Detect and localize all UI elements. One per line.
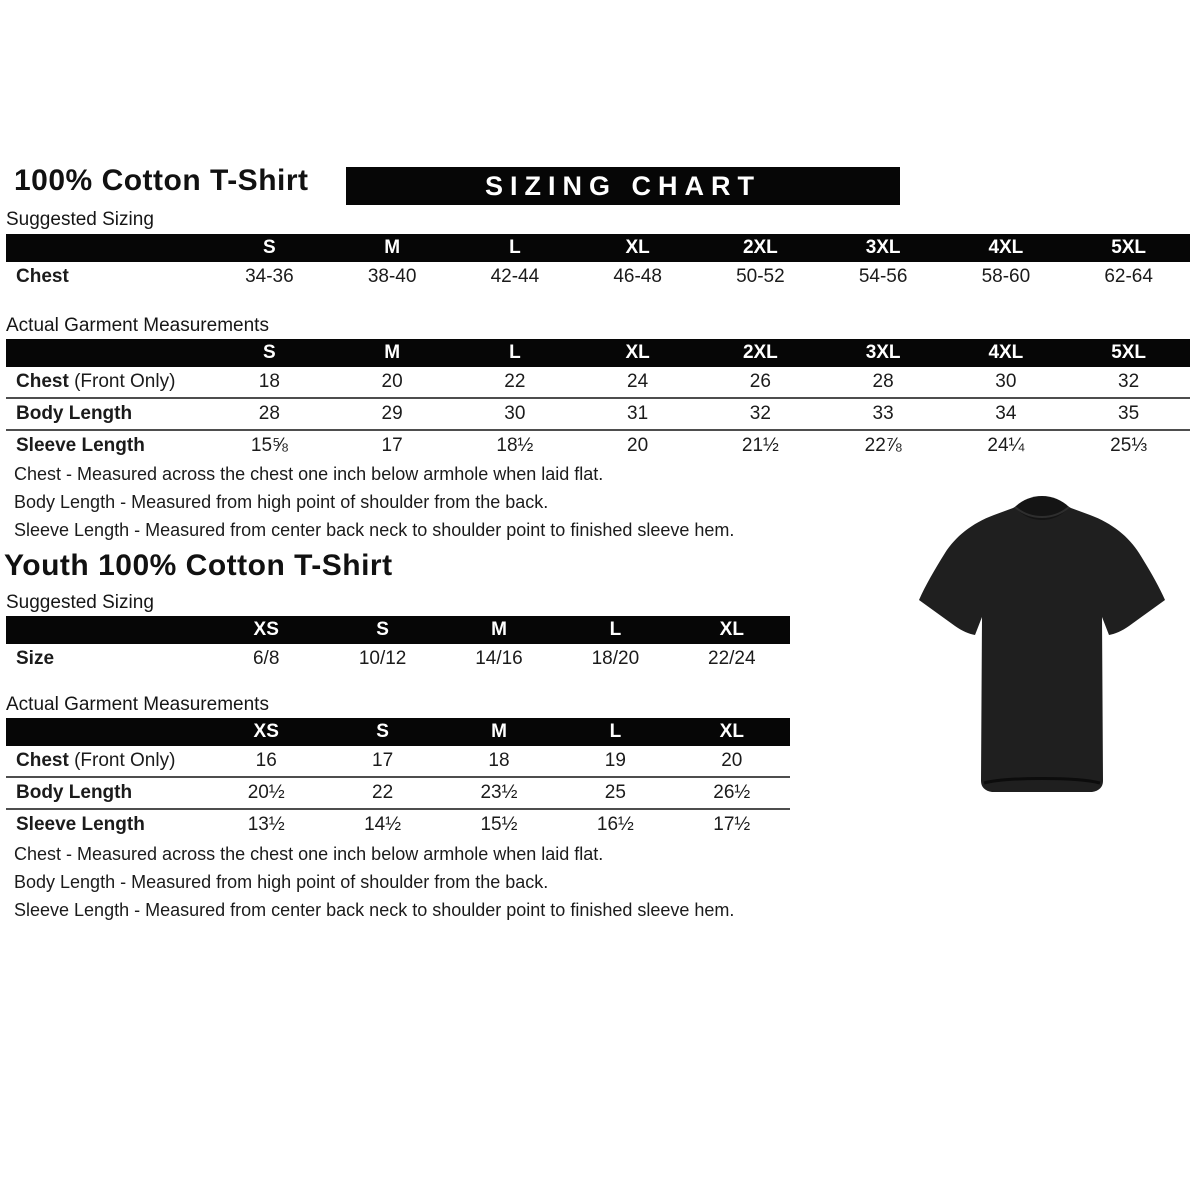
size-value-cell: 30 [995, 371, 1017, 392]
table-row [6, 809, 790, 840]
adult-suggested-sizing-label: Suggested Sizing [6, 209, 154, 230]
size-value-cell: 6/8 [252, 648, 280, 669]
row-label: Chest (Front Only) [16, 750, 176, 771]
size-column-header: M [441, 616, 557, 644]
size-column-header: M [331, 234, 454, 262]
size-value-cell: 46-48 [613, 266, 662, 287]
size-table [6, 339, 1190, 461]
size-value-cell: 35 [1067, 398, 1190, 430]
youth-measurements-table [6, 718, 790, 840]
size-value-cell: 28 [872, 371, 894, 392]
size-value-cell: 26½ [674, 777, 790, 809]
row-label: Body Length [6, 398, 208, 430]
size-value-cell: 16 [255, 750, 277, 771]
size-column-header: L [557, 718, 673, 746]
size-value-cell: 32 [699, 398, 822, 430]
size-value-cell: 30 [454, 398, 577, 430]
size-column-header: S [324, 616, 440, 644]
size-value-cell: 16½ [557, 809, 673, 840]
size-value-cell: 34-36 [245, 266, 294, 287]
size-value-cell: 21½ [699, 430, 822, 461]
size-value-cell: 18 [258, 371, 280, 392]
size-value-cell: 24¼ [945, 430, 1068, 461]
sizing-chart-banner [346, 167, 900, 205]
measurement-note: Body Length - Measured from high point of shoulder from the back. [14, 872, 549, 892]
row-label: Sleeve Length [6, 430, 208, 461]
size-column-header: S [324, 718, 440, 746]
size-column-header: XL [576, 339, 699, 367]
size-column-header: 2XL [699, 234, 822, 262]
row-label: Size [16, 648, 55, 669]
row-label: Chest (Front Only) [16, 371, 176, 392]
size-column-header: XS [208, 616, 324, 644]
size-value-cell: 28 [208, 398, 331, 430]
size-value-cell: 22/24 [708, 648, 756, 669]
table-corner-cell [6, 616, 208, 644]
size-value-cell: 18/20 [591, 648, 640, 669]
size-value-cell: 20 [721, 750, 743, 771]
size-value-cell: 18½ [454, 430, 577, 461]
size-column-header: S [208, 339, 331, 367]
size-column-header: XL [576, 234, 699, 262]
table-corner-cell [6, 339, 208, 367]
table-row [6, 746, 790, 777]
row-label: Body Length [6, 777, 208, 809]
size-column-header: XS [208, 718, 324, 746]
sizing-chart-banner-label: SIZING CHART [485, 170, 761, 201]
size-table [6, 234, 1190, 292]
row-label: Chest [16, 266, 69, 287]
size-column-header: 3XL [822, 339, 945, 367]
size-value-cell: 54-56 [858, 266, 908, 287]
size-table [6, 616, 790, 674]
size-value-cell: 17 [331, 430, 454, 461]
size-column-header: 5XL [1067, 234, 1190, 262]
measurement-note: Chest - Measured across the chest one inch below armhole when laid flat. [14, 464, 604, 484]
size-value-cell: 19 [604, 750, 626, 771]
size-value-cell: 13½ [208, 809, 324, 840]
size-column-header: L [557, 616, 673, 644]
size-value-cell: 58-60 [981, 266, 1031, 287]
size-value-cell: 20 [381, 371, 403, 392]
size-value-cell: 42-44 [490, 266, 540, 287]
table-corner-cell [6, 234, 208, 262]
size-value-cell: 20 [576, 430, 699, 461]
size-value-cell: 22⅞ [822, 430, 945, 461]
row-label: Sleeve Length [6, 809, 208, 840]
table-row [6, 262, 1190, 292]
tshirt-product-image [892, 483, 1192, 813]
size-value-cell: 22 [504, 371, 526, 392]
size-value-cell: 62-64 [1104, 266, 1153, 287]
size-value-cell: 20½ [208, 777, 324, 809]
measurement-note: Sleeve Length - Measured from center back neck to shoulder point to finished sleeve hem. [14, 900, 735, 920]
measurement-note: Body Length - Measured from high point of shoulder from the back. [14, 492, 549, 512]
size-value-cell: 14½ [324, 809, 440, 840]
size-value-cell: 26 [749, 371, 771, 392]
measurement-note: Sleeve Length - Measured from center back neck to shoulder point to finished sleeve hem. [14, 520, 735, 540]
size-value-cell: 18 [488, 750, 510, 771]
size-value-cell: 29 [331, 398, 454, 430]
size-value-cell: 50-52 [736, 266, 785, 287]
size-column-header: M [331, 339, 454, 367]
size-column-header: M [441, 718, 557, 746]
page-title: 100% Cotton T-Shirt [14, 164, 309, 197]
size-table [6, 718, 790, 840]
adult-suggested-table [6, 234, 1190, 292]
black-tshirt-graphic [892, 483, 1192, 813]
size-value-cell: 24 [627, 371, 649, 392]
size-column-header: L [454, 234, 577, 262]
size-column-header: 3XL [822, 234, 945, 262]
table-corner-cell [6, 718, 208, 746]
size-value-cell: 25 [557, 777, 673, 809]
size-value-cell: 25⅓ [1067, 430, 1190, 461]
size-column-header: 4XL [945, 234, 1068, 262]
youth-measurements-label: Actual Garment Measurements [6, 694, 269, 715]
table-row [6, 398, 1190, 430]
size-value-cell: 17 [372, 750, 394, 771]
size-column-header: 2XL [699, 339, 822, 367]
size-value-cell: 38-40 [367, 266, 417, 287]
size-column-header: 4XL [945, 339, 1068, 367]
size-value-cell: 17½ [674, 809, 790, 840]
size-value-cell: 23½ [441, 777, 557, 809]
measurement-note: Chest - Measured across the chest one inch below armhole when laid flat. [14, 844, 604, 864]
size-value-cell: 14/16 [475, 648, 523, 669]
size-column-header: S [208, 234, 331, 262]
adult-measurement-notes [14, 460, 834, 544]
size-value-cell: 33 [822, 398, 945, 430]
size-value-cell: 32 [1118, 371, 1140, 392]
size-column-header: 5XL [1067, 339, 1190, 367]
adult-measurements-table [6, 339, 1190, 461]
size-value-cell: 15½ [441, 809, 557, 840]
size-value-cell: 15⅝ [208, 430, 331, 461]
size-value-cell: 22 [324, 777, 440, 809]
size-column-header: XL [674, 616, 790, 644]
size-value-cell: 10/12 [358, 648, 407, 669]
adult-measurements-label: Actual Garment Measurements [6, 315, 269, 336]
size-column-header: XL [674, 718, 790, 746]
size-value-cell: 34 [945, 398, 1068, 430]
youth-suggested-table [6, 616, 790, 674]
youth-suggested-sizing-label: Suggested Sizing [6, 592, 154, 613]
size-value-cell: 31 [576, 398, 699, 430]
table-row [6, 777, 790, 809]
table-row [6, 430, 1190, 461]
table-row [6, 367, 1190, 398]
youth-measurement-notes [14, 840, 834, 924]
tshirt-body-shape [919, 501, 1165, 792]
youth-title: Youth 100% Cotton T-Shirt [4, 549, 393, 582]
size-column-header: L [454, 339, 577, 367]
table-row [6, 644, 790, 674]
